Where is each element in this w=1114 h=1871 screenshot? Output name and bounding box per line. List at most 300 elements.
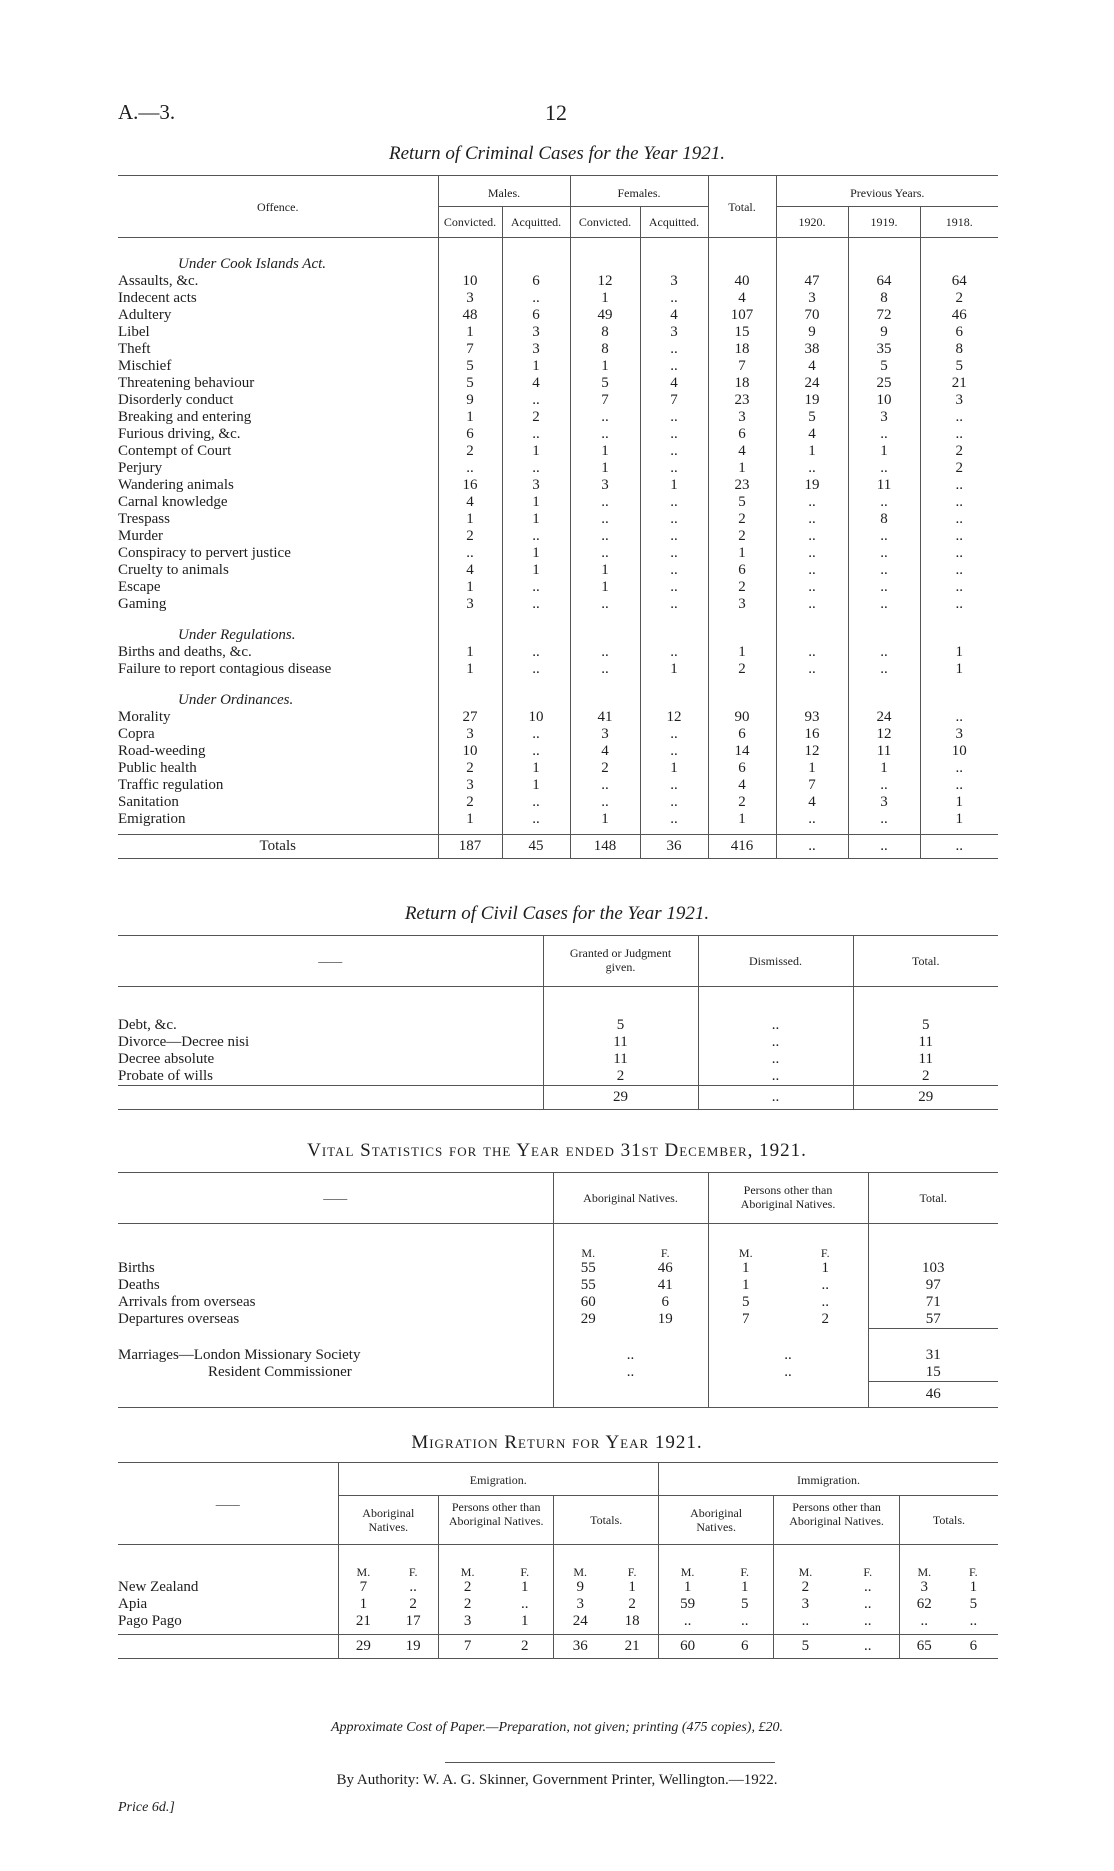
m-label: M. [439,1545,497,1580]
total-cell: .. [920,835,998,859]
cell: 2 [570,760,640,777]
cell: 3 [776,290,848,307]
cell: .. [920,579,998,596]
total-cell: 148 [570,835,640,859]
cell: .. [698,1017,853,1034]
cell: .. [553,1329,708,1365]
cell: .. [899,1613,948,1630]
cell: 2 [438,528,502,545]
row-label: Decree absolute [118,1051,215,1067]
header-offence: Offence. [118,176,438,238]
vital-title: Vital Statistics for the Year ended 31st December, 1921. [307,1140,807,1161]
cell: .. [502,426,570,443]
cell: 3 [438,596,502,613]
header-im-other: Persons other than Aboriginal Natives. [774,1496,900,1545]
total-cell: 45 [502,835,570,859]
total-cell: .. [776,835,848,859]
criminal-title: Return of Criminal Cases for the Year 1921. [388,143,726,164]
cell: 11 [543,1034,698,1051]
cell: 18 [708,375,776,392]
cell: 4 [502,375,570,392]
cell: .. [848,661,920,678]
table-row [118,1277,998,1294]
m-label: M. [708,1224,783,1261]
table-row [118,528,998,545]
cell: 41 [570,709,640,726]
cell: .. [821,1294,829,1310]
cell: .. [848,528,920,545]
cell: 12 [848,726,920,743]
total-cell: 187 [438,835,502,859]
cell: 2 [821,1311,829,1327]
cell: 1 [776,443,848,460]
cell: 25 [848,375,920,392]
m-label: M. [899,1545,948,1580]
cell: .. [640,358,708,375]
cell: .. [553,1364,708,1382]
table-row [118,460,998,477]
section-row [118,238,998,274]
table-row [118,1051,998,1068]
row-label: Murder [118,528,163,544]
cell: 2 [708,528,776,545]
cell: 16 [438,477,502,494]
cell: 2 [774,1579,837,1596]
cell: 12 [776,743,848,760]
cell: .. [640,596,708,613]
cell: .. [920,562,998,579]
cell: .. [848,545,920,562]
cell: 64 [848,273,920,290]
cell: 2 [708,579,776,596]
civil-title: Return of Civil Cases for the Year 1921. [404,903,710,924]
cell: 9 [848,324,920,341]
f-label: F. [520,1565,530,1579]
cell: 5 [776,409,848,426]
cell: 3 [554,1596,606,1613]
row-label: Births and deaths, &c. [118,644,252,660]
cell: 60 [553,1294,623,1311]
cell: .. [920,511,998,528]
row-label: Traffic regulation [118,777,224,793]
cell: 6 [708,562,776,579]
cell: .. [776,811,848,828]
cell: 2 [438,794,502,811]
row-label: Libel [118,324,150,340]
cell: 2 [409,1596,417,1612]
table-row [118,409,998,426]
total-cell: 36 [640,835,708,859]
cell: .. [640,811,708,828]
table-row [118,562,998,579]
row-label: Adultery [118,307,172,323]
table-row [118,1017,998,1034]
cell: .. [848,777,920,794]
cell: 1 [570,562,640,579]
table-row [118,426,998,443]
cell: .. [920,477,998,494]
cell: 2 [708,511,776,528]
cell: 93 [776,709,848,726]
table-row [118,511,998,528]
total-cell: 2 [496,1635,554,1659]
document-reference: A.—3. [118,100,176,124]
total-cell: .. [837,1635,900,1659]
cell: 3 [439,1613,497,1630]
cell: 55 [553,1260,623,1277]
cell: 1 [502,562,570,579]
cell: 1 [640,661,708,678]
cell: 3 [640,324,708,341]
cell: 38 [776,341,848,358]
row-label: Contempt of Court [118,443,232,459]
cell: .. [848,579,920,596]
header-blank: —— [318,954,343,968]
table-row [118,392,998,409]
cell: 97 [868,1277,998,1294]
cell: 7 [338,1579,388,1596]
cell: .. [920,426,998,443]
price: Price 6d.] [118,1800,175,1815]
cell: .. [570,409,640,426]
table-row [118,443,998,460]
cell: .. [698,1034,853,1051]
cell: 2 [439,1596,497,1613]
cell: .. [864,1596,872,1612]
cell: 31 [868,1329,998,1365]
cell: 4 [708,777,776,794]
row-label: Emigration [118,811,186,827]
cell: 55 [553,1277,623,1294]
cell: .. [502,644,570,661]
total-cell: 21 [606,1635,658,1659]
cell: 2 [439,1579,497,1596]
f-label: F. [968,1565,978,1579]
cell: 46 [920,307,998,324]
cell: 8 [920,341,998,358]
cell: 1 [920,811,998,828]
row-label: Breaking and entering [118,409,252,425]
cell: 57 [868,1311,998,1329]
cell: 29 [553,1311,623,1329]
cell: 4 [776,794,848,811]
row-label: Deaths [118,1277,160,1293]
cell: 3 [570,726,640,743]
cell: .. [570,545,640,562]
cell: 6 [502,273,570,290]
migration-table [118,1462,998,1659]
cell: 3 [438,290,502,307]
cell: 1 [502,494,570,511]
cell: 1 [920,661,998,678]
table-row [118,760,998,777]
cell: 71 [868,1294,998,1311]
row-label: Mischief [118,358,172,374]
cell: 3 [438,726,502,743]
table-row [118,1596,998,1613]
section-heading: Under Regulations. [178,627,296,643]
cell: .. [776,460,848,477]
cell: 3 [640,273,708,290]
header-other: Persons other than Aboriginal Natives. [708,1173,868,1224]
cell: 21 [338,1613,388,1630]
header-year-1918: 1918. [920,207,998,238]
row-label: Trespass [118,511,170,527]
cell: 19 [776,392,848,409]
cell: 64 [920,273,998,290]
total-cell: 29 [543,1086,698,1110]
cell: .. [776,644,848,661]
header-previous-years: Previous Years. [776,176,998,207]
cell: 4 [776,426,848,443]
cell: .. [570,511,640,528]
cell: .. [570,596,640,613]
cell: 90 [708,709,776,726]
table-row [118,375,998,392]
cell: .. [640,460,708,477]
row-label: New Zealand [118,1579,199,1595]
cell: 3 [848,409,920,426]
table-row [118,1068,998,1086]
cell: 3 [502,341,570,358]
row-label: Arrivals from overseas [118,1294,256,1310]
cell: 70 [776,307,848,324]
cell: 6 [708,426,776,443]
m-label: M. [659,1545,717,1580]
row-label: Furious driving, &c. [118,426,241,442]
header-dismissed: Dismissed. [698,936,853,987]
cell: 12 [640,709,708,726]
cell: 1 [502,760,570,777]
cell: 14 [708,743,776,760]
cell: .. [920,596,998,613]
row-label: Assaults, &c. [118,273,199,289]
cell: 21 [920,375,998,392]
cell: 1 [520,1613,529,1629]
cell: 8 [848,511,920,528]
cell: .. [640,528,708,545]
cell: .. [640,545,708,562]
header-male-convicted: Convicted. [438,207,502,238]
table-row [118,579,998,596]
cell: .. [640,562,708,579]
cell: 1 [502,358,570,375]
cell: 4 [438,562,502,579]
cell: 10 [920,743,998,760]
cell: 1 [708,644,776,661]
header-total: Total. [708,176,776,238]
row-label: Theft [118,341,151,357]
table-row [118,307,998,324]
cell: 40 [708,273,776,290]
cell: .. [640,726,708,743]
header-blank: —— [118,1463,338,1545]
table-row [118,726,998,743]
total-cell: 36 [554,1635,606,1659]
cell: 3 [502,324,570,341]
cell: 7 [640,392,708,409]
cell: 19 [776,477,848,494]
cell: .. [502,743,570,760]
cell: .. [848,596,920,613]
f-label: F. [408,1565,418,1579]
header-females: Females. [570,176,708,207]
cell: 11 [543,1051,698,1068]
cell: .. [640,494,708,511]
row-label: Failure to report contagious disease [118,661,332,677]
table-row [118,661,998,678]
cell: 10 [438,273,502,290]
cell: .. [502,811,570,828]
cell: .. [848,562,920,579]
row-label: Morality [118,709,171,725]
cell: .. [848,644,920,661]
cell: 27 [438,709,502,726]
header-total: Total. [853,936,998,987]
cell: .. [438,545,502,562]
cell: 1 [438,661,502,678]
cell: 35 [848,341,920,358]
row-label: Threatening behaviour [118,375,255,391]
row-label: Apia [118,1596,148,1612]
cell: 3 [920,726,998,743]
cell: 9 [554,1579,606,1596]
cell: .. [740,1613,749,1629]
cell: .. [920,709,998,726]
cell: .. [920,777,998,794]
cell: .. [502,794,570,811]
cell: 5 [438,375,502,392]
cell: 12 [570,273,640,290]
cell: 107 [708,307,776,324]
migration-title: Migration Return for Year 1921. [411,1432,703,1453]
f-label: F. [627,1565,637,1579]
cell: 5 [920,358,998,375]
cell: 7 [708,358,776,375]
table-row [118,811,998,828]
cell: 11 [853,1034,998,1051]
cell: 2 [708,661,776,678]
cell: 2 [628,1596,636,1612]
cell: 6 [502,307,570,324]
cell: 1 [920,644,998,661]
cell: 5 [570,375,640,392]
cell: 2 [920,443,998,460]
header-total: Total. [868,1173,998,1224]
cell: .. [864,1579,872,1595]
cell: 1 [848,443,920,460]
cell: 7 [438,341,502,358]
cell: .. [502,596,570,613]
cell: 2 [543,1068,698,1086]
cell: .. [640,341,708,358]
cell: 3 [848,794,920,811]
table-row [118,1579,998,1596]
cell: .. [776,494,848,511]
f-label: F. [863,1565,873,1579]
row-label: Pago Pago [118,1613,182,1629]
row-label: Conspiracy to pervert justice [118,545,291,561]
cell: .. [640,794,708,811]
table-row [118,290,998,307]
cell: 8 [570,324,640,341]
header-female-convicted: Convicted. [570,207,640,238]
cell: 1 [640,760,708,777]
cell: 48 [438,307,502,324]
cell: 4 [438,494,502,511]
table-row [118,1311,998,1329]
row-label: Departures overseas [118,1311,240,1327]
cell: .. [821,1277,829,1293]
m-label: M. [774,1545,837,1580]
cell: .. [502,392,570,409]
header-em-aboriginal: Aboriginal Natives. [338,1496,439,1545]
cell: .. [520,1596,529,1612]
vital-statistics-table [118,1172,998,1408]
cell: 1 [570,443,640,460]
cell: 5 [848,358,920,375]
cell: 72 [848,307,920,324]
total-cell: 60 [659,1635,717,1659]
cell: .. [776,511,848,528]
row-label: Probate of wills [118,1068,213,1084]
row-label: Marriages—London Missionary Society [118,1346,361,1363]
cell: 1 [438,644,502,661]
total-cell: 5 [774,1635,837,1659]
total-cell: 6 [949,1635,998,1659]
row-label: Road-weeding [118,743,206,759]
cell: 5 [853,1017,998,1034]
row-label: Gaming [118,596,167,612]
cell: .. [864,1613,872,1629]
f-label: F. [820,1246,830,1260]
cell: 6 [708,760,776,777]
total-cell: 65 [899,1635,948,1659]
cell: .. [969,1613,978,1629]
totals-row [118,1635,998,1659]
cell: .. [774,1613,837,1630]
row-label: Indecent acts [118,290,197,306]
cell: 1 [708,1260,783,1277]
cell: .. [502,661,570,678]
cell: .. [570,494,640,511]
row-label: Sanitation [118,794,179,810]
row-label: Births [118,1260,155,1276]
cell: .. [570,777,640,794]
table-row [118,1613,998,1630]
cell: 49 [570,307,640,324]
cell: 1 [628,1579,636,1595]
cell: .. [570,528,640,545]
mf-row [118,1545,998,1580]
cell: 6 [708,726,776,743]
header-males: Males. [438,176,570,207]
cell: .. [640,426,708,443]
table-row [118,794,998,811]
cell: .. [570,661,640,678]
cell: .. [920,545,998,562]
cell: 103 [868,1260,998,1277]
cell: 19 [657,1311,673,1327]
header-emigration: Emigration. [338,1463,659,1496]
total-cell: .. [698,1086,853,1110]
cell: 2 [853,1068,998,1086]
table-row [118,494,998,511]
cell: 7 [708,1311,783,1329]
cell: .. [920,760,998,777]
cell: 1 [570,811,640,828]
cell: .. [848,811,920,828]
